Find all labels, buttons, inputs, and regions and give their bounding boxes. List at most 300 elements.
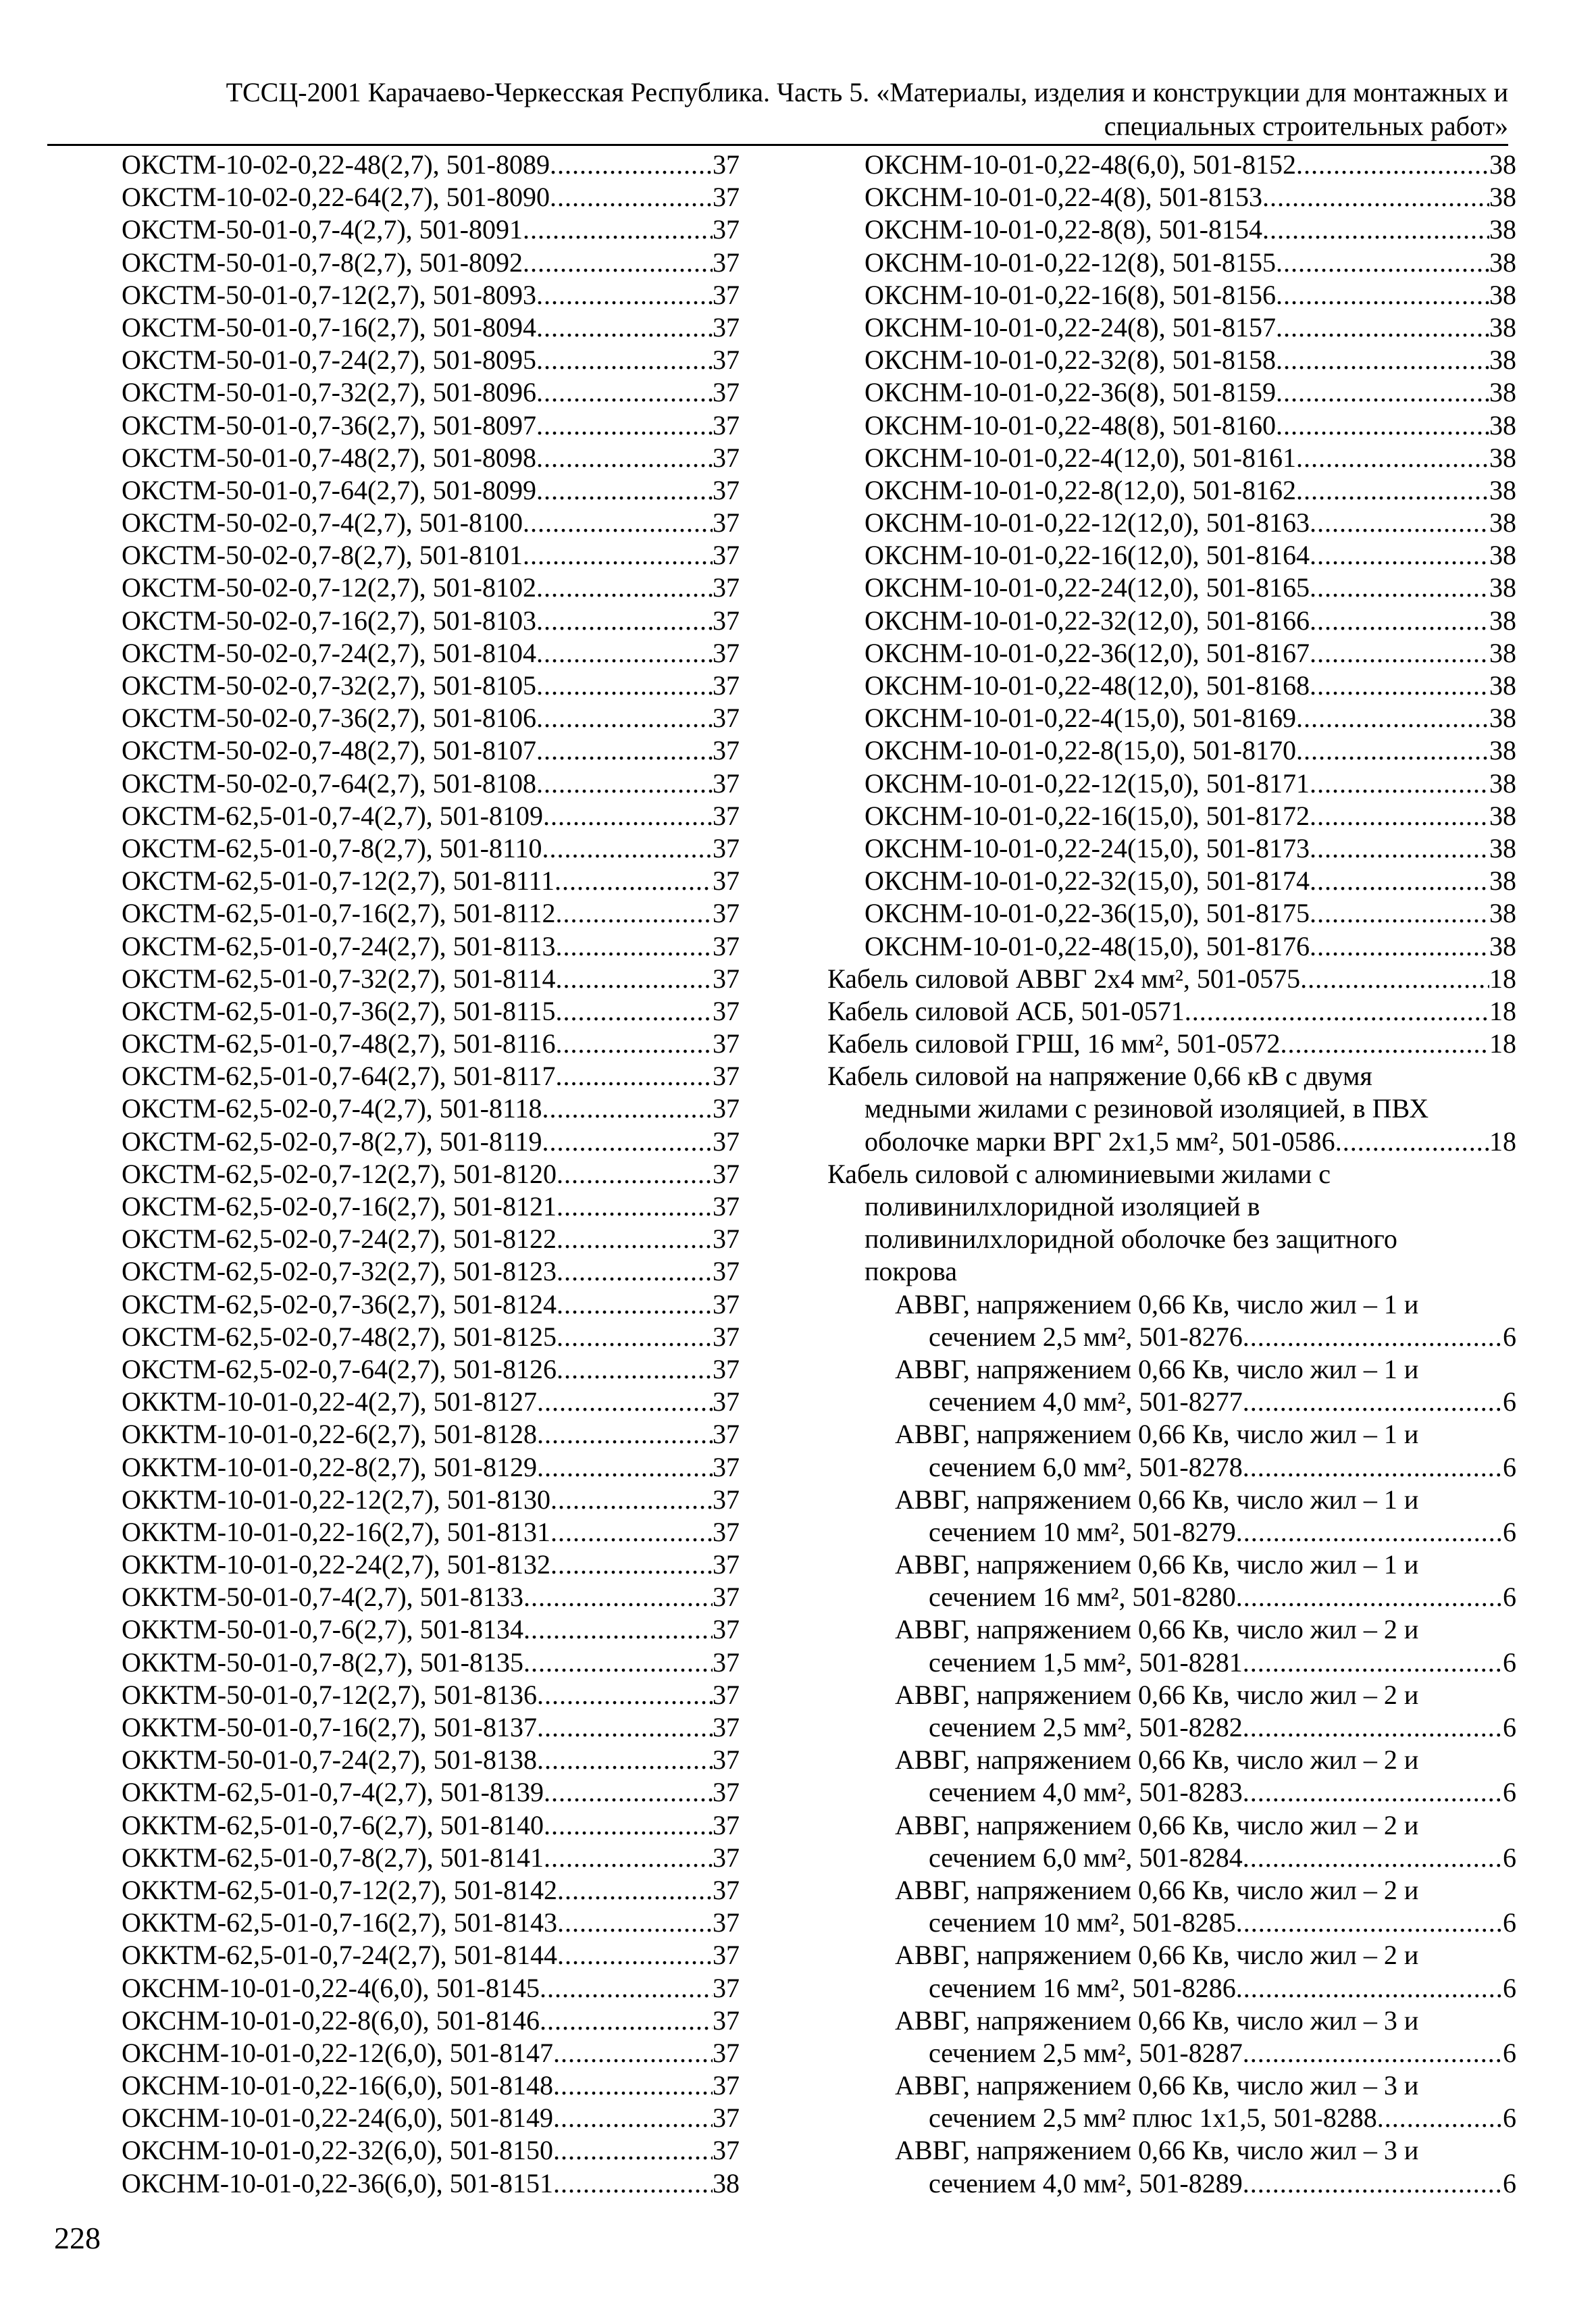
dot-leader [555,1060,713,1092]
dot-leader [536,474,713,507]
entry-page-ref: 37 [713,1353,740,1384]
index-entry [122,1646,740,1679]
entry-page-ref: 37 [713,1386,740,1417]
entry-text: ОКСНМ-10-01-0,22-4(8), 501-8153 [865,182,1262,213]
entry-text: АВВГ, напряжением 0,66 Кв, число жил – 2 и [895,1940,1419,1971]
entry-page-ref: 6 [1503,1646,1516,1678]
running-header [47,76,1508,143]
entry-page-ref: 37 [713,1972,740,2003]
entry-text: ОКСТМ-62,5-01-0,7-32(2,7), 501-8114 [122,963,556,994]
index-entry [122,995,740,1028]
entry-text: ОКСТМ-50-01-0,7-32(2,7), 501-8096 [122,377,536,408]
dot-leader [1236,1581,1503,1613]
entry-page-ref: 37 [713,1061,740,1092]
dot-leader [1243,1386,1503,1418]
entry-text: Кабель силовой на напряжение 0,66 кВ с двумя [827,1061,1372,1092]
entry-text: ОКСТМ-10-02-0,22-48(2,7), 501-8089 [122,149,550,180]
entry-text: ОКСНМ-10-01-0,22-16(15,0), 501-8172 [865,800,1310,831]
entry-text: покрова [865,1256,957,1287]
entry-page-ref: 37 [713,1093,740,1124]
entry-text: ОКСТМ-62,5-01-0,7-12(2,7), 501-8111 [122,865,555,897]
index-entry [122,1223,740,1255]
index-entry [122,1190,740,1223]
entry-text: ОКСНМ-10-01-0,22-8(8), 501-8154 [865,214,1262,245]
dot-leader [555,995,713,1028]
entry-text: ОКСТМ-62,5-01-0,7-36(2,7), 501-8115 [122,995,556,1026]
entry-page-ref: 18 [1489,995,1516,1026]
entry-page-ref: 37 [713,865,740,897]
index-entry [122,344,740,376]
entry-text: АВВГ, напряжением 0,66 Кв, число жил – 1 и [895,1419,1419,1450]
entry-page-ref: 37 [713,1777,740,1808]
index-entry [827,1842,1516,1874]
entry-page-ref: 38 [1489,182,1516,213]
index-entry [827,572,1516,604]
entry-page-ref: 38 [1489,930,1516,961]
entry-page-ref: 37 [713,930,740,961]
index-entry [827,865,1516,897]
entry-text: сечением 2,5 мм², 501-8282 [929,1712,1243,1742]
entry-text: ОККТМ-62,5-01-0,7-12(2,7), 501-8142 [122,1874,557,1905]
dot-leader [1335,1126,1489,1158]
dot-leader [557,1158,713,1190]
entry-page-ref: 37 [713,2037,740,2068]
index-continuation-line [827,1418,1516,1451]
entry-page-ref: 37 [713,703,740,734]
index-entry [122,311,740,344]
index-entry [122,702,740,734]
entry-page-ref: 38 [1489,735,1516,766]
index-entry [122,2005,740,2037]
index-entry [122,1028,740,1060]
dot-leader [557,1190,713,1223]
index-entry [122,768,740,800]
index-entry [122,1874,740,1907]
entry-page-ref: 38 [1489,572,1516,603]
index-entry [827,1907,1516,1939]
dot-leader [557,1223,713,1255]
index-entry [122,605,740,637]
entry-page-ref: 38 [1489,832,1516,863]
entry-page-ref: 37 [713,1744,740,1776]
entry-text: АВВГ, напряжением 0,66 Кв, число жил – 1 и [895,1549,1419,1580]
index-continuation-line [827,1158,1516,1190]
index-entry [827,539,1516,572]
entry-page-ref: 38 [1489,703,1516,734]
entry-text: медными жилами с резиновой изоляцией, в ПВХ [865,1093,1429,1124]
entry-text: ОКСТМ-62,5-01-0,7-24(2,7), 501-8113 [122,930,556,961]
entry-text: сечением 1,5 мм², 501-8281 [929,1646,1243,1678]
entry-text: ОКСНМ-10-01-0,22-48(6,0), 501-8152 [865,149,1296,180]
entry-text: ОКСТМ-50-01-0,7-8(2,7), 501-8092 [122,247,523,278]
entry-text: ОКСТМ-62,5-01-0,7-16(2,7), 501-8112 [122,898,556,929]
entry-page-ref: 37 [713,572,740,603]
dot-leader [1296,442,1489,474]
index-continuation-line [827,1679,1516,1711]
index-entry [122,963,740,995]
index-entry [827,1516,1516,1549]
entry-text: ОКСТМ-62,5-02-0,7-16(2,7), 501-8121 [122,1191,557,1222]
entry-page-ref: 38 [1489,605,1516,636]
dot-leader [1310,930,1489,963]
index-entry [122,149,740,181]
entry-text: ОКСНМ-10-01-0,22-8(6,0), 501-8146 [122,2005,540,2036]
dot-leader [1310,768,1489,800]
index-entry [827,734,1516,767]
entry-text: сечением 4,0 мм², 501-8277 [929,1386,1243,1417]
dot-leader [555,963,713,995]
entry-page-ref: 37 [713,1842,740,1873]
entry-text: ОКСТМ-50-02-0,7-48(2,7), 501-8107 [122,735,536,766]
entry-page-ref: 37 [713,1191,740,1222]
index-entry [122,670,740,702]
dot-leader [1243,1842,1503,1874]
index-entry [827,930,1516,963]
entry-text: ОККТМ-50-01-0,7-16(2,7), 501-8137 [122,1712,537,1742]
index-entry [827,897,1516,930]
page-number: 228 [54,2221,101,2255]
index-entry [827,181,1516,213]
entry-text: ОКСНМ-10-01-0,22-16(8), 501-8156 [865,279,1276,310]
entry-text: ОКСТМ-50-01-0,7-24(2,7), 501-8095 [122,345,536,376]
index-entry [122,800,740,832]
dot-leader [557,1255,713,1288]
entry-page-ref: 37 [713,507,740,538]
entry-page-ref: 37 [713,2070,740,2101]
index-entry [122,637,740,670]
entry-page-ref: 37 [713,1451,740,1482]
dot-leader [537,1451,713,1484]
entry-text: ОКСТМ-50-02-0,7-36(2,7), 501-8106 [122,703,536,734]
index-entry [827,1386,1516,1418]
entry-page-ref: 37 [713,377,740,408]
entry-page-ref: 37 [713,2103,740,2134]
dot-leader [1276,311,1489,344]
dot-leader [536,409,713,442]
index-entry [827,1711,1516,1744]
entry-page-ref: 37 [713,995,740,1026]
entry-text: ОККТМ-50-01-0,7-24(2,7), 501-8138 [122,1744,537,1776]
entry-text: ОКСТМ-10-02-0,22-64(2,7), 501-8090 [122,182,550,213]
index-entry [827,670,1516,702]
entry-page-ref: 37 [713,1288,740,1319]
dot-leader [544,1809,713,1842]
index-entry [122,1126,740,1158]
dot-leader [557,1939,713,1971]
entry-text: Кабель силовой с алюминиевыми жилами с [827,1158,1331,1189]
entry-text: Кабель силовой АВВГ 2х4 мм², 501-0575 [827,963,1301,994]
entry-text: ОКСНМ-10-01-0,22-32(12,0), 501-8166 [865,605,1310,636]
index-entry [122,279,740,311]
index-entry [122,474,740,507]
entry-page-ref: 37 [713,1712,740,1742]
index-entry [827,832,1516,865]
index-entry [122,1679,740,1711]
entry-page-ref: 6 [1503,1907,1516,1938]
entry-page-ref: 38 [1489,214,1516,245]
entry-page-ref: 37 [713,1516,740,1547]
entry-page-ref: 37 [713,768,740,799]
entry-text: сечением 2,5 мм² плюс 1х1,5, 501-8288 [929,2103,1377,2134]
dot-leader [536,702,713,734]
index-entry [827,247,1516,279]
index-continuation-line [827,1092,1516,1125]
index-entry [122,1776,740,1809]
entry-page-ref: 38 [1489,409,1516,441]
dot-leader [542,1126,713,1158]
entry-text: ОККТМ-50-01-0,7-4(2,7), 501-8133 [122,1582,523,1613]
index-entry [827,344,1516,376]
dot-leader [536,442,713,474]
dot-leader [550,181,713,213]
entry-page-ref: 37 [713,605,740,636]
dot-leader [553,2167,713,2200]
index-entry [827,1126,1516,1158]
entry-text: АВВГ, напряжением 0,66 Кв, число жил – 2 и [895,1744,1419,1776]
entry-page-ref: 37 [713,2005,740,2036]
dot-leader [536,605,713,637]
dot-leader [1276,247,1489,279]
entry-page-ref: 37 [713,1126,740,1157]
entry-text: ОКСНМ-10-01-0,22-36(12,0), 501-8167 [865,637,1310,668]
entry-text: АВВГ, напряжением 0,66 Кв, число жил – 2 и [895,1614,1419,1645]
dot-leader [553,2102,713,2134]
dot-leader [1276,344,1489,376]
entry-page-ref: 37 [713,832,740,863]
dot-leader [1310,865,1489,897]
dot-leader [523,1581,713,1613]
index-entry [122,1613,740,1646]
dot-leader [1310,637,1489,670]
dot-leader [550,149,713,181]
entry-page-ref: 37 [713,1940,740,1971]
entry-page-ref: 37 [713,1224,740,1255]
entry-text: поливинилхлоридной оболочке без защитного [865,1224,1397,1255]
entry-text: сечением 2,5 мм², 501-8287 [929,2037,1243,2068]
index-continuation-line [827,1613,1516,1646]
index-entry [827,311,1516,344]
entry-page-ref: 37 [713,409,740,441]
entry-text: ОКСНМ-10-01-0,22-8(12,0), 501-8162 [865,474,1296,505]
entry-text: ОКСТМ-62,5-01-0,7-64(2,7), 501-8117 [122,1061,556,1092]
index-continuation-line [827,1744,1516,1776]
entry-text: ОКСТМ-50-01-0,7-36(2,7), 501-8097 [122,409,536,441]
entry-page-ref: 38 [1489,311,1516,343]
entry-page-ref: 37 [713,279,740,310]
entry-page-ref: 37 [713,345,740,376]
index-entry [827,605,1516,637]
entry-text: АВВГ, напряжением 0,66 Кв, число жил – 1 и [895,1353,1419,1384]
index-continuation-line [827,1353,1516,1386]
dot-leader [543,800,713,832]
entry-text: ОКСТМ-50-01-0,7-16(2,7), 501-8094 [122,311,536,343]
index-continuation-line [827,1288,1516,1321]
entry-page-ref: 38 [1489,474,1516,505]
entry-page-ref: 38 [1489,247,1516,278]
index-entry [122,930,740,963]
index-entry [827,213,1516,246]
index-entry [122,1581,740,1613]
entry-text: ОККТМ-10-01-0,22-16(2,7), 501-8131 [122,1516,550,1547]
entry-page-ref: 38 [713,2167,740,2198]
dot-leader [1310,507,1489,539]
index-entry [827,2167,1516,2200]
dot-leader [1276,409,1489,442]
entry-text: поливинилхлоридной изоляцией в [865,1191,1260,1222]
entry-page-ref: 37 [713,1549,740,1580]
index-entry [122,1711,740,1744]
entry-text: ОКСНМ-10-01-0,22-12(6,0), 501-8147 [122,2037,553,2068]
dot-leader [523,507,713,539]
entry-page-ref: 6 [1503,1712,1516,1742]
entry-text: ОКСНМ-10-01-0,22-4(6,0), 501-8145 [122,1972,540,2003]
index-entry [122,1060,740,1092]
dot-leader [1276,376,1489,409]
entry-text: ОКСТМ-62,5-02-0,7-24(2,7), 501-8122 [122,1224,557,1255]
entry-text: ОКСТМ-62,5-02-0,7-8(2,7), 501-8119 [122,1126,542,1157]
dot-leader [536,572,713,604]
index-entry [827,637,1516,670]
entry-page-ref: 6 [1503,1842,1516,1873]
index-entry [827,442,1516,474]
dot-leader [537,1386,713,1418]
dot-leader [536,768,713,800]
index-entry [122,1321,740,1353]
entry-page-ref: 37 [713,963,740,994]
dot-leader [540,1972,713,2005]
entry-page-ref: 37 [713,1419,740,1450]
entry-text: ОКСНМ-10-01-0,22-48(8), 501-8160 [865,409,1276,441]
entry-page-ref: 38 [1489,898,1516,929]
entry-page-ref: 6 [1503,2103,1516,2134]
entry-page-ref: 37 [713,670,740,701]
index-entry [122,1255,740,1288]
dot-leader [536,279,713,311]
dot-leader [536,376,713,409]
entry-text: ОКСТМ-50-01-0,7-48(2,7), 501-8098 [122,442,536,473]
dot-leader [1310,897,1489,930]
dot-leader [1296,149,1489,181]
dot-leader [557,1907,713,1939]
entry-page-ref: 37 [713,247,740,278]
index-entry [122,181,740,213]
index-continuation-line [827,1809,1516,1842]
entry-page-ref: 38 [1489,149,1516,180]
entry-page-ref: 37 [713,800,740,831]
entry-text: сечением 4,0 мм², 501-8289 [929,2167,1243,2198]
entry-text: ОКСТМ-50-02-0,7-8(2,7), 501-8101 [122,540,523,571]
entry-page-ref: 37 [713,1614,740,1645]
entry-page-ref: 37 [713,1679,740,1710]
entry-page-ref: 6 [1503,1386,1516,1417]
index-column-left [122,149,740,2200]
entry-text: ОКСТМ-50-01-0,7-4(2,7), 501-8091 [122,214,523,245]
index-entry [122,247,740,279]
index-entry [122,1549,740,1581]
entry-text: ОКСНМ-10-01-0,22-24(15,0), 501-8173 [865,832,1310,863]
entry-text: оболочке марки ВРГ 2х1,5 мм², 501-0586 [865,1126,1335,1157]
index-entry [827,2037,1516,2069]
index-entry [122,1386,740,1418]
entry-page-ref: 37 [713,540,740,571]
dot-leader [555,930,713,963]
index-entry [827,768,1516,800]
entry-text: ОКСТМ-50-01-0,7-12(2,7), 501-8093 [122,279,536,310]
entry-text: ОККТМ-62,5-01-0,7-8(2,7), 501-8141 [122,1842,544,1873]
index-entry [122,2167,740,2200]
entry-text: ОКСНМ-10-01-0,22-12(12,0), 501-8163 [865,507,1310,538]
dot-leader [555,897,713,930]
entry-page-ref: 37 [713,311,740,343]
entry-text: Кабель силовой АСБ, 501-0571 [827,995,1185,1026]
dot-leader [550,1549,713,1581]
index-continuation-line [827,1255,1516,1288]
index-entry [827,800,1516,832]
entry-page-ref: 6 [1503,1451,1516,1482]
dot-leader [1236,1516,1503,1549]
entry-page-ref: 37 [713,474,740,505]
entry-text: АВВГ, напряжением 0,66 Кв, число жил – 2 и [895,1809,1419,1840]
entry-page-ref: 37 [713,1321,740,1352]
entry-text: ОКСТМ-50-02-0,7-24(2,7), 501-8104 [122,637,536,668]
index-entry [122,409,740,442]
entry-text: АВВГ, напряжением 0,66 Кв, число жил – 1 и [895,1288,1419,1319]
index-entry [122,1972,740,2005]
header-rule [47,144,1508,146]
index-entry [827,1776,1516,1809]
dot-leader [536,734,713,767]
entry-page-ref: 38 [1489,800,1516,831]
dot-leader [1243,1321,1503,1353]
dot-leader [553,2069,713,2102]
entry-page-ref: 38 [1489,507,1516,538]
entry-text: ОККТМ-62,5-01-0,7-4(2,7), 501-8139 [122,1777,544,1808]
index-entry [122,442,740,474]
index-entry [122,2102,740,2134]
index-entry [827,1646,1516,1679]
dot-leader [557,1288,713,1321]
index-entry [827,1451,1516,1484]
entry-page-ref: 6 [1503,1321,1516,1352]
entry-page-ref: 37 [713,898,740,929]
entry-page-ref: 37 [713,735,740,766]
dot-leader [557,1321,713,1353]
entry-page-ref: 38 [1489,279,1516,310]
index-continuation-line [827,1060,1516,1092]
entry-text: сечением 2,5 мм², 501-8276 [929,1321,1243,1352]
entry-text: ОКСНМ-10-01-0,22-48(12,0), 501-8168 [865,670,1310,701]
entry-text: сечением 6,0 мм², 501-8284 [929,1842,1243,1873]
dot-leader [1281,1028,1490,1060]
dot-leader [1236,1972,1503,2005]
entry-page-ref: 38 [1489,865,1516,897]
entry-text: сечением 16 мм², 501-8280 [929,1582,1236,1613]
index-entry [122,1092,740,1125]
dot-leader [1296,474,1489,507]
index-continuation-line [827,1874,1516,1907]
entry-page-ref: 6 [1503,1516,1516,1547]
entry-page-ref: 37 [713,1256,740,1287]
index-entry [827,1321,1516,1353]
entry-text: ОККТМ-10-01-0,22-24(2,7), 501-8132 [122,1549,550,1580]
dot-leader [1262,181,1489,213]
entry-page-ref: 6 [1503,2037,1516,2068]
index-entry [827,702,1516,734]
entry-page-ref: 38 [1489,540,1516,571]
header-line-1: ТССЦ-2001 Карачаево-Черкесская Республика. Часть 5. «Материалы, изделия и конструкции для монтажных и [226,77,1508,107]
entry-page-ref: 18 [1489,963,1516,994]
index-entry [122,2069,740,2102]
